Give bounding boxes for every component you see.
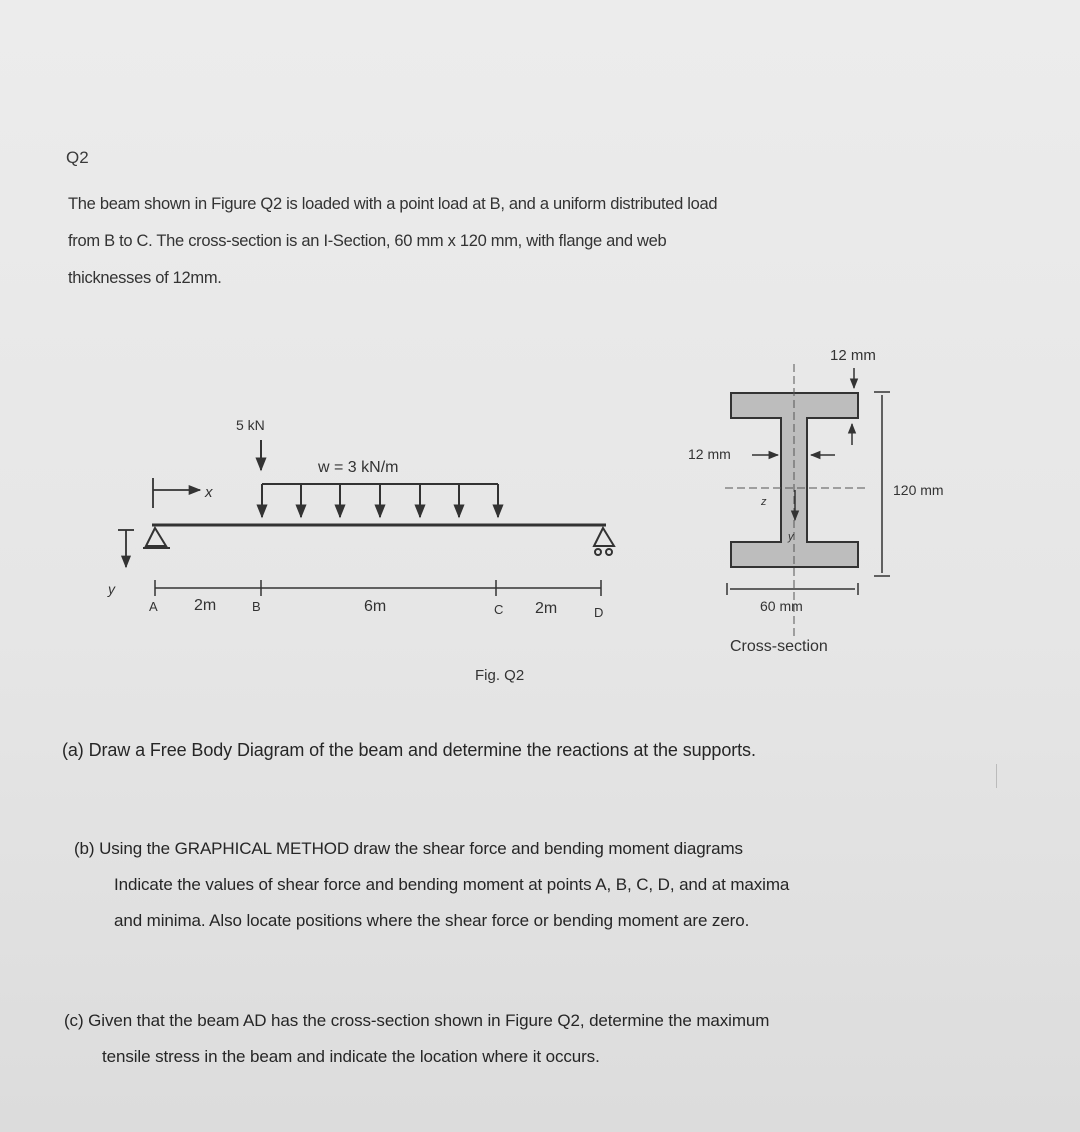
part-b-line-1: (b) Using the GRAPHICAL METHOD draw the shear force and bending moment diagrams xyxy=(74,839,743,858)
part-c-line-1: (c) Given that the beam AD has the cross-section shown in Figure Q2, determine the maximum xyxy=(64,1011,770,1030)
span-label-cd: 2m xyxy=(535,600,558,617)
x-axis-indicator xyxy=(153,478,213,508)
text-cursor xyxy=(996,764,997,788)
beam-diagram xyxy=(107,417,614,620)
part-a-line-1: (a) Draw a Free Body Diagram of the beam and determine the reactions at the supports. xyxy=(62,740,756,760)
section-caption: Cross-section xyxy=(730,638,828,655)
y-axis-indicator xyxy=(107,530,134,597)
span-dimension-line xyxy=(155,580,601,596)
part-c-line-2: tensile stress in the beam and indicate the location where it occurs. xyxy=(102,1047,600,1066)
height-label: 120 mm xyxy=(893,482,944,498)
section-z-label: z xyxy=(761,496,767,508)
web-thickness-label: 12 mm xyxy=(688,446,731,462)
pin-support-a xyxy=(143,528,170,548)
figure-caption: Fig. Q2 xyxy=(475,667,525,684)
udl-label: w = 3 kN/m xyxy=(318,459,399,476)
part-c xyxy=(64,1003,769,1075)
section-y-label: y xyxy=(788,531,794,543)
span-label-ab: 2m xyxy=(194,597,217,614)
intro-line-1: The beam shown in Figure Q2 is loaded with a point load at B, and a uniform distributed load xyxy=(68,195,718,213)
x-axis-label: x xyxy=(205,484,213,501)
width-dimension xyxy=(727,583,858,595)
point-load-arrow xyxy=(236,417,265,470)
flange-thickness-label: 12 mm xyxy=(830,347,876,364)
roller-support-d xyxy=(594,528,614,555)
part-b xyxy=(74,831,789,939)
intro-line-2: from B to C. The cross-section is an I-Section, 60 mm x 120 mm, with flange and web xyxy=(68,232,667,250)
question-intro xyxy=(68,186,968,297)
intro-line-3: thicknesses of 12mm. xyxy=(68,269,222,287)
point-label-a: A xyxy=(149,599,158,614)
part-b-line-3: and minima. Also locate positions where the shear force or bending moment are zero. xyxy=(114,911,750,930)
point-label-b: B xyxy=(252,599,261,614)
udl-arrows xyxy=(262,484,498,517)
cross-section-diagram xyxy=(688,347,944,655)
point-label-c: C xyxy=(494,602,504,617)
point-label-d: D xyxy=(594,605,604,620)
question-number: Q2 xyxy=(66,148,89,167)
width-label: 60 mm xyxy=(760,598,803,614)
part-a xyxy=(62,740,756,761)
part-b-line-2: Indicate the values of shear force and bending moment at points A, B, C, D, and at maxima xyxy=(114,875,790,894)
point-load-label: 5 kN xyxy=(236,417,265,433)
span-label-bc: 6m xyxy=(364,598,387,615)
height-dimension xyxy=(874,392,890,576)
y-axis-label: y xyxy=(108,581,115,597)
figure-q2 xyxy=(0,320,1080,700)
